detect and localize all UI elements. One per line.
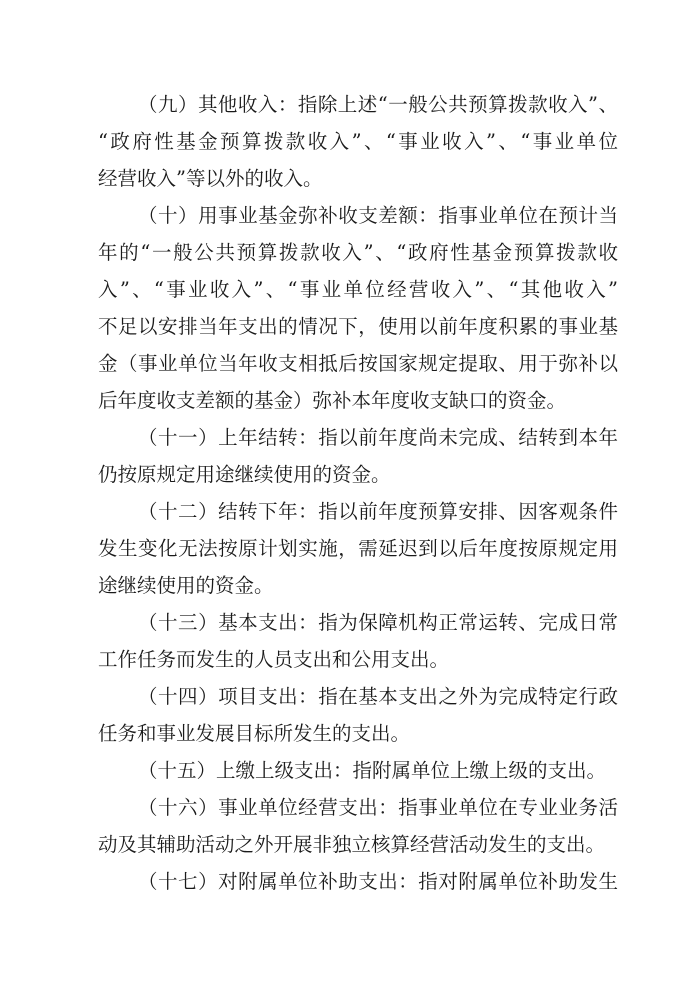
- text-line: 工作任务而发生的人员支出和公用支出。: [98, 648, 450, 671]
- text-line: （十六）事业单位经营支出：指事业单位在专业业务活: [138, 796, 618, 819]
- text-line: 不足以安排当年支出的情况下，使用以前年度积累的事业基: [98, 315, 618, 338]
- text-line: 任务和事业发展目标所发生的支出。: [98, 722, 411, 745]
- paragraph-operating-expenditure: [98, 789, 618, 863]
- text-line: （十四）项目支出：指在基本支出之外为完成特定行政: [138, 685, 618, 708]
- paragraph-project-expenditure: [98, 678, 618, 752]
- text-line: 后年度收支差额的基金）弥补本年度收支缺口的资金。: [98, 389, 567, 412]
- text-line: 入”、“事业收入”、“事业单位经营收入”、“其他收入”: [98, 278, 618, 301]
- paragraph-remit-to-superior: [98, 752, 618, 789]
- text-line: （十）用事业基金弥补收支差额：指事业单位在预计当: [138, 204, 618, 227]
- text-line: 仍按原规定用途继续使用的资金。: [98, 463, 391, 486]
- text-line: 经营收入”等以外的收入。: [98, 167, 323, 190]
- text-line: （九）其他收入：指除上述“一般公共预算拨款收入”、: [138, 93, 618, 116]
- paragraph-fund-offset: [98, 197, 618, 419]
- paragraph-basic-expenditure: [98, 604, 618, 678]
- text-line: 发生变化无法按原计划实施，需延迟到以后年度按原规定用: [98, 537, 618, 560]
- text-line: （十三）基本支出：指为保障机构正常运转、完成日常: [138, 611, 618, 634]
- paragraph-prior-year-carryover: [98, 419, 618, 493]
- text-line: （十二）结转下年：指以前年度预算安排、因客观条件: [138, 500, 618, 523]
- paragraph-other-income: [98, 86, 618, 197]
- paragraph-next-year-carryover: [98, 493, 618, 604]
- text-line: （十七）对附属单位补助支出：指对附属单位补助发生: [138, 870, 618, 893]
- text-line: 动及其辅助活动之外开展非独立核算经营活动发生的支出。: [98, 833, 606, 856]
- text-line: “政府性基金预算拨款收入”、“事业收入”、“事业单位: [98, 130, 618, 153]
- paragraph-subsidy-to-affiliates: [98, 863, 618, 900]
- text-line: 金（事业单位当年收支相抵后按国家规定提取、用于弥补以: [98, 352, 618, 375]
- text-line: （十五）上缴上级支出：指附属单位上缴上级的支出。: [138, 759, 607, 782]
- text-line: （十一）上年结转：指以前年度尚未完成、结转到本年: [138, 426, 618, 449]
- text-line: 年的“一般公共预算拨款收入”、“政府性基金预算拨款收: [98, 241, 618, 264]
- text-line: 途继续使用的资金。: [98, 574, 274, 597]
